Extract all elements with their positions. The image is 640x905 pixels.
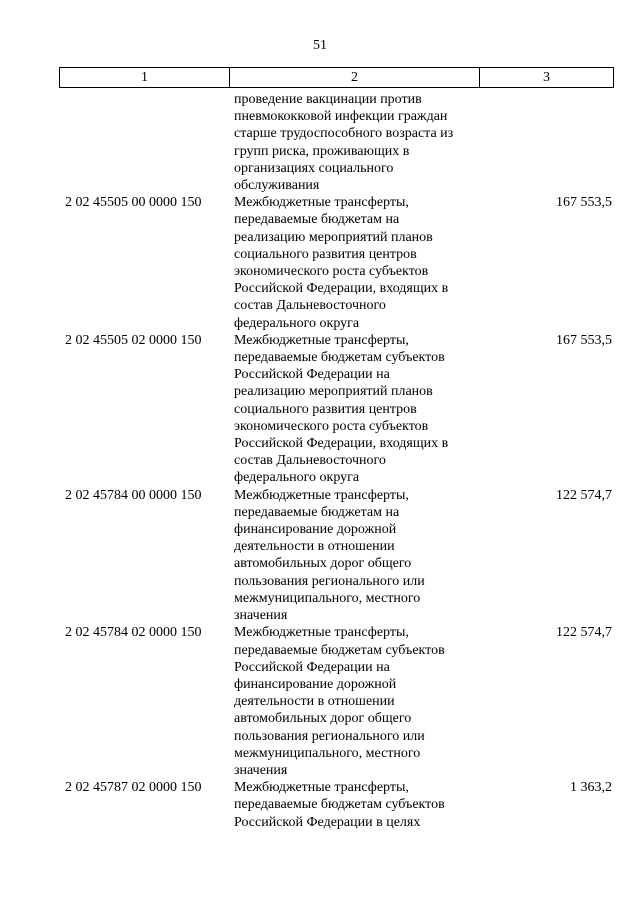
description-line: деятельности в отношении bbox=[234, 539, 395, 555]
description bbox=[234, 332, 494, 487]
amount: 1 363,2 bbox=[570, 780, 612, 796]
description-line: Межбюджетные трансферты, bbox=[234, 195, 409, 211]
description-line: передаваемые бюджетам на bbox=[234, 212, 400, 228]
header-col-2: 2 bbox=[230, 68, 480, 87]
budget-code: 2 02 45505 02 0000 150 bbox=[65, 332, 202, 348]
header-col-1: 1 bbox=[60, 68, 230, 87]
budget-code: 2 02 45787 02 0000 150 bbox=[65, 780, 202, 796]
description-line: Российской Федерации, входящих в bbox=[234, 281, 449, 297]
description-line: федерального округа bbox=[234, 315, 360, 331]
description-line: Межбюджетные трансферты, bbox=[234, 625, 409, 641]
description bbox=[234, 779, 494, 831]
amount: 167 553,5 bbox=[556, 332, 612, 348]
description-line: Российской Федерации на bbox=[234, 659, 390, 675]
description-line: Российской Федерации, входящих в bbox=[234, 436, 449, 452]
description-line: финансирование дорожной bbox=[234, 676, 397, 692]
budget-code: 2 02 45784 02 0000 150 bbox=[65, 625, 202, 641]
description-line: передаваемые бюджетам субъектов bbox=[234, 797, 445, 813]
description-line: пневмококковой инфекции граждан bbox=[234, 109, 448, 125]
description bbox=[234, 487, 494, 625]
description-line: старше трудоспособного возраста из bbox=[234, 126, 454, 142]
description-line: состав Дальневосточного bbox=[234, 298, 386, 314]
header-col-3: 3 bbox=[543, 70, 550, 85]
description-line: Межбюджетные трансферты, bbox=[234, 487, 409, 503]
description-line: передаваемые бюджетам субъектов bbox=[234, 350, 445, 366]
description-line: Российской Федерации в целях bbox=[234, 814, 421, 830]
description-line: межмуниципального, местного bbox=[234, 745, 421, 761]
page-number: 51 bbox=[313, 38, 327, 53]
description-line: экономического роста субъектов bbox=[234, 264, 429, 280]
table-body bbox=[59, 91, 614, 831]
description-line: пользования регионального или bbox=[234, 728, 425, 744]
description-line: реализацию мероприятий планов bbox=[234, 384, 433, 400]
description-line: проведение вакцинации против bbox=[234, 92, 422, 107]
table-row bbox=[59, 194, 614, 332]
amount: 122 574,7 bbox=[556, 487, 612, 503]
description-line: значения bbox=[234, 762, 288, 778]
description-line: автомобильных дорог общего bbox=[234, 556, 412, 572]
description-line: обслуживания bbox=[234, 178, 320, 194]
description-line: деятельности в отношении bbox=[234, 694, 395, 710]
description bbox=[234, 624, 494, 779]
description-line: организациях социального bbox=[234, 160, 394, 176]
table-header bbox=[59, 67, 614, 88]
description-line: состав Дальневосточного bbox=[234, 453, 386, 469]
amount bbox=[494, 91, 614, 194]
description-line: Межбюджетные трансферты, bbox=[234, 332, 409, 348]
description-line: пользования регионального или bbox=[234, 573, 425, 589]
description-line: финансирование дорожной bbox=[234, 522, 397, 538]
description-line: федерального округа bbox=[234, 470, 360, 486]
description-line: передаваемые бюджетам на bbox=[234, 504, 400, 520]
description-line: социального развития центров bbox=[234, 401, 417, 417]
description bbox=[234, 91, 494, 194]
description-line: передаваемые бюджетам субъектов bbox=[234, 642, 445, 658]
description bbox=[234, 194, 494, 332]
description-line: межмуниципального, местного bbox=[234, 590, 421, 606]
table-row bbox=[59, 779, 614, 831]
table-row bbox=[59, 487, 614, 625]
description-line: реализацию мероприятий планов bbox=[234, 229, 433, 245]
budget-code: 2 02 45505 00 0000 150 bbox=[65, 195, 202, 211]
budget-code: 2 02 45784 00 0000 150 bbox=[65, 487, 202, 503]
amount: 167 553,5 bbox=[556, 195, 612, 211]
table-row bbox=[59, 91, 614, 194]
description-line: экономического роста субъектов bbox=[234, 418, 429, 434]
description-line: Российской Федерации на bbox=[234, 367, 390, 383]
description-line: социального развития центров bbox=[234, 246, 417, 262]
table-row bbox=[59, 624, 614, 779]
budget-code bbox=[59, 91, 234, 194]
table-row bbox=[59, 332, 614, 487]
description-line: Межбюджетные трансферты, bbox=[234, 780, 409, 796]
description-line: значения bbox=[234, 608, 288, 624]
description-line: автомобильных дорог общего bbox=[234, 711, 412, 727]
amount: 122 574,7 bbox=[556, 625, 612, 641]
description-line: групп риска, проживающих в bbox=[234, 143, 410, 159]
